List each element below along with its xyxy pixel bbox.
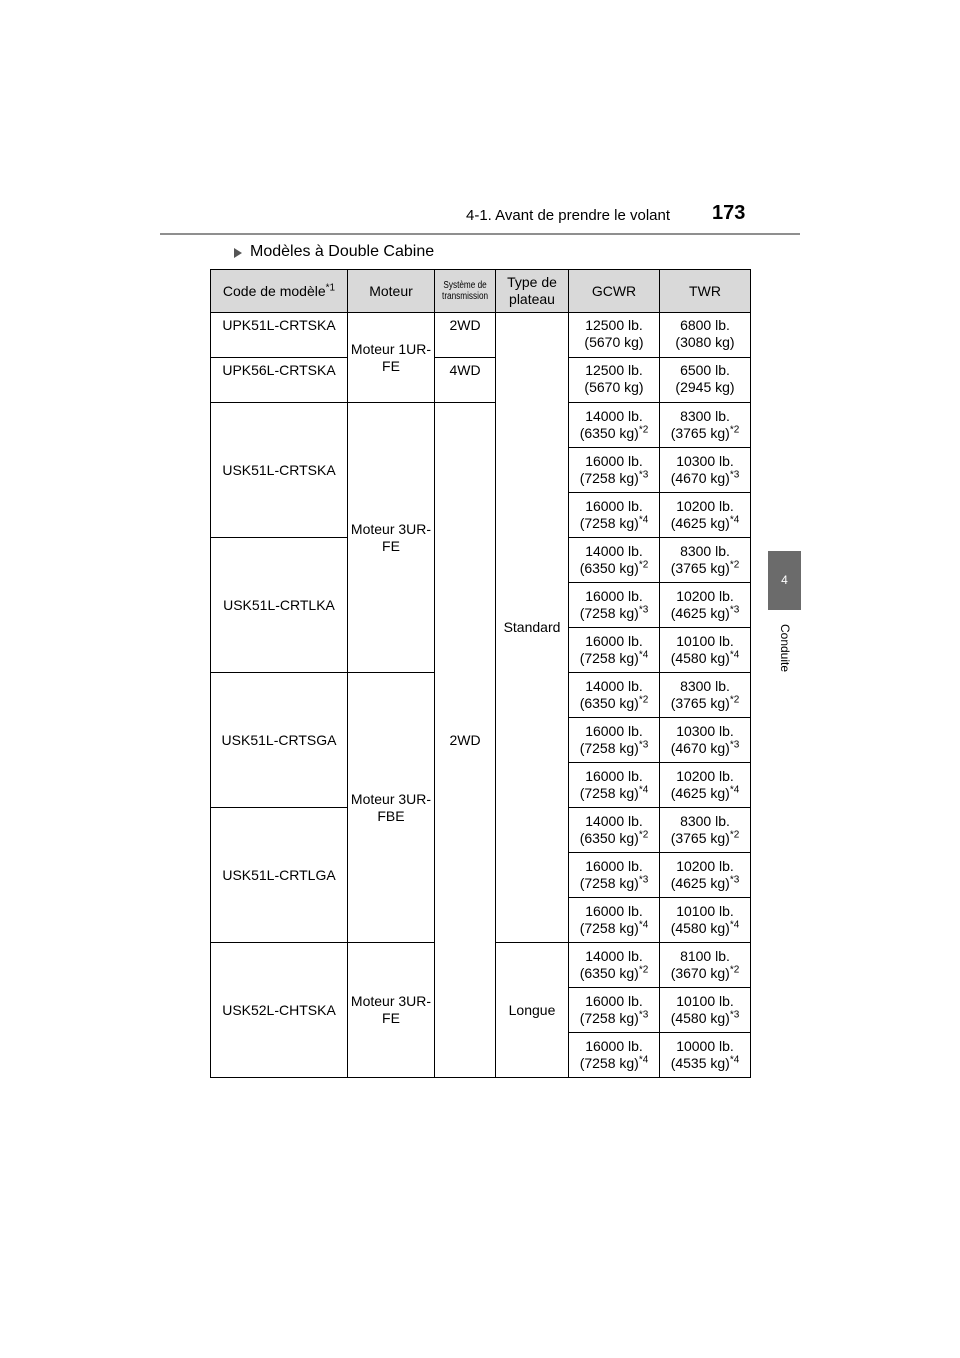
twr-cell: 10000 lb. (4535 kg)$^{*4}$ [660,1033,751,1078]
header-model-code: Code de modèle$^{*1}$ [211,270,348,313]
gcwr-cell: 16000 lb. (7258 kg)$^{*3}$ [569,718,660,763]
gcwr-cell: 14000 lb. (6350 kg)$^{*2}$ [569,403,660,448]
twr-cell: 8300 lb. (3765 kg)$^{*2}$ [660,403,751,448]
engine-cell: Moteur 3UR-FE [348,943,435,1078]
twr-cell: 10100 lb. (4580 kg)$^{*4}$ [660,628,751,673]
model-code-cell: UPK56L-CRTSKA [211,358,348,403]
running-header: 4-1. Avant de prendre le volant [466,207,671,224]
model-code-cell: USK51L-CRTLKA [211,538,348,673]
chapter-label [771,618,799,678]
twr-cell: 10100 lb. (4580 kg)$^{*4}$ [660,898,751,943]
gcwr-cell: 14000 lb. (6350 kg)$^{*2}$ [569,943,660,988]
gcwr-cell: 16000 lb. (7258 kg)$^{*3}$ [569,988,660,1033]
gcwr-cell: 12500 lb. (5670 kg) [569,358,660,403]
page-number: 173 [712,202,746,224]
towing-spec-table [210,269,751,1078]
transmission-cell: 2WD [435,403,496,1078]
section-title: Modèles à Double Cabine [250,243,435,260]
header-transmission: Système de transmission [435,270,496,313]
gcwr-cell: 12500 lb. (5670 kg) [569,313,660,358]
header-gcwr: GCWR [569,270,660,313]
twr-cell: 10100 lb. (4580 kg)$^{*3}$ [660,988,751,1033]
twr-cell: 8300 lb. (3765 kg)$^{*2}$ [660,808,751,853]
engine-cell: Moteur 1UR-FE [348,313,435,403]
twr-cell: 6800 lb. (3080 kg) [660,313,751,358]
model-code-cell: USK51L-CRTSGA [211,673,348,808]
chapter-tab: 4 [768,551,801,610]
bed-type-cell: Longue [496,943,569,1078]
header-divider [160,233,800,235]
twr-cell: 10300 lb. (4670 kg)$^{*3}$ [660,448,751,493]
gcwr-cell: 14000 lb. (6350 kg)$^{*2}$ [569,538,660,583]
gcwr-cell: 16000 lb. (7258 kg)$^{*3}$ [569,448,660,493]
twr-cell: 10200 lb. (4625 kg)$^{*3}$ [660,853,751,898]
model-code-cell: USK51L-CRTSKA [211,403,348,538]
transmission-cell: 4WD [435,358,496,403]
header-twr: TWR [660,270,751,313]
twr-cell: 8300 lb. (3765 kg)$^{*2}$ [660,538,751,583]
twr-cell: 10200 lb. (4625 kg)$^{*4}$ [660,763,751,808]
gcwr-cell: 16000 lb. (7258 kg)$^{*4}$ [569,493,660,538]
table-row [211,358,751,403]
twr-cell: 8100 lb. (3670 kg)$^{*2}$ [660,943,751,988]
gcwr-cell: 16000 lb. (7258 kg)$^{*4}$ [569,763,660,808]
model-code-cell: USK52L-CHTSKA [211,943,348,1078]
twr-cell: 10300 lb. (4670 kg)$^{*3}$ [660,718,751,763]
twr-cell: 10200 lb. (4625 kg)$^{*4}$ [660,493,751,538]
gcwr-cell: 16000 lb. (7258 kg)$^{*4}$ [569,628,660,673]
model-code-cell: USK51L-CRTLGA [211,808,348,943]
header-engine: Moteur [348,270,435,313]
gcwr-cell: 16000 lb. (7258 kg)$^{*4}$ [569,898,660,943]
gcwr-cell: 16000 lb. (7258 kg)$^{*3}$ [569,583,660,628]
gcwr-cell: 14000 lb. (6350 kg)$^{*2}$ [569,673,660,718]
chapter-label-text: Conduite [778,623,792,673]
gcwr-cell: 14000 lb. (6350 kg)$^{*2}$ [569,808,660,853]
triangle-bullet-icon [234,248,242,258]
twr-cell: 8300 lb. (3765 kg)$^{*2}$ [660,673,751,718]
table-header-row [211,270,751,313]
gcwr-cell: 16000 lb. (7258 kg)$^{*3}$ [569,853,660,898]
twr-cell: 6500 lb. (2945 kg) [660,358,751,403]
table-row [211,313,751,358]
engine-cell: Moteur 3UR-FE [348,403,435,673]
header-bed-type: Type de plateau [496,270,569,313]
engine-cell: Moteur 3UR-FBE [348,673,435,943]
table-row [211,403,751,448]
twr-cell: 10200 lb. (4625 kg)$^{*3}$ [660,583,751,628]
gcwr-cell: 16000 lb. (7258 kg)$^{*4}$ [569,1033,660,1078]
bed-type-cell: Standard [496,313,569,943]
model-code-cell: UPK51L-CRTSKA [211,313,348,358]
transmission-cell: 2WD [435,313,496,358]
